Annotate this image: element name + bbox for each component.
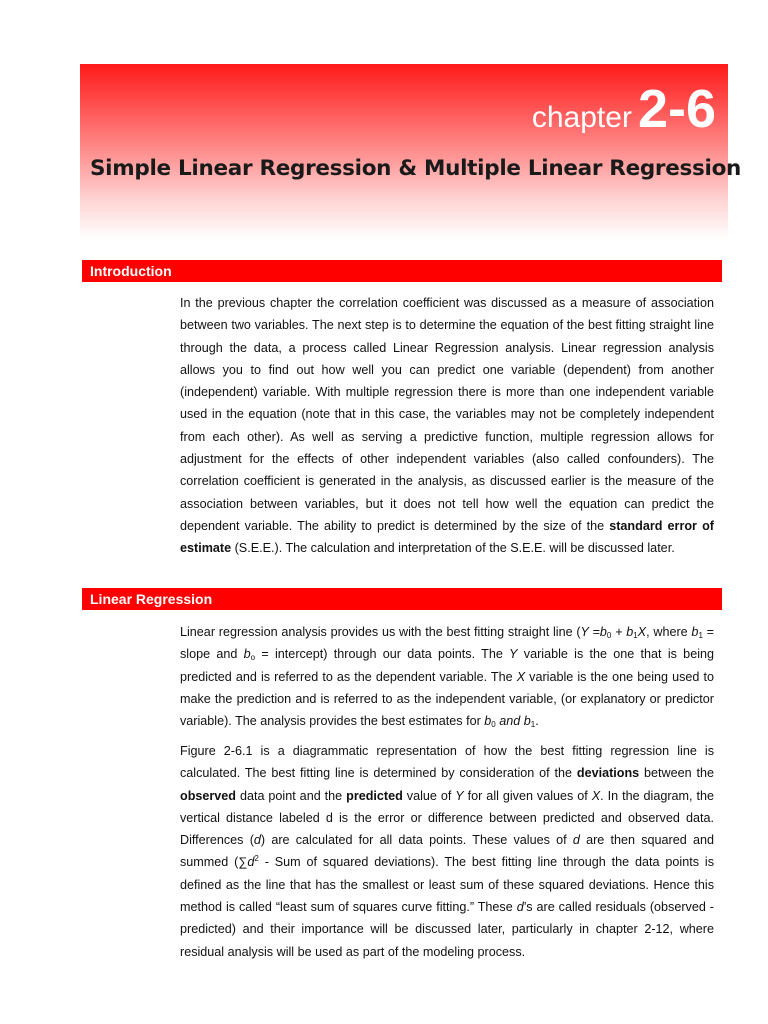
text-run: deviations bbox=[576, 766, 640, 781]
text-run: between the bbox=[639, 766, 714, 781]
text-run: for all given values of bbox=[463, 788, 592, 803]
text-run: 1 bbox=[633, 631, 638, 640]
text-run: predicted bbox=[346, 788, 403, 803]
chapter-label bbox=[532, 78, 716, 140]
text-run: In the previous chapter the correlation coefficient was discussed as a measure of association between two variables. The next step is to determine the equation of the best fitting straight line through the data, a process called Linear Regression analysis. Linear regression analysis allows you to find out how well you can predict one variable (dependent) from another (independent) variable. With multiple regression there is more than one independent variable used in the equation (note that in this case, the variables may not be completely independent from each other). As well as serving a predictive function, multiple regression allows for adjustment for the effects of other independent variables (also called confounders). The correlation coefficient is generated in the analysis, as discussed earlier is the measure of the association between variables, but it does not tell how well the equation can predict the dependent variable. The ability to predict is determined by the size of the bbox=[180, 296, 714, 533]
text-run: variable is the one being used to make the prediction and is referred to as the independent variable, (or explanatory or predictor variable). The analysis provides the best estimates for bbox=[180, 669, 714, 729]
text-run: X bbox=[591, 788, 601, 803]
text-run: 1 bbox=[530, 720, 536, 730]
text-run: Figure 2-6.1 is a diagrammatic representation of how the best fitting regression line is calculated. The best fitting line is determined by consideration of the bbox=[180, 744, 714, 781]
text-run: and b bbox=[495, 714, 531, 729]
text-run: Y bbox=[455, 788, 464, 803]
text-run: data point and the bbox=[236, 788, 347, 803]
text-run: b bbox=[243, 647, 251, 662]
text-run: X bbox=[637, 625, 647, 639]
text-run: (S.E.E.). The calculation and interpretation of the S.E.E. will be discussed later. bbox=[231, 541, 675, 556]
text-run: d bbox=[253, 833, 261, 848]
text-run: Y bbox=[509, 647, 518, 662]
paragraph bbox=[180, 740, 714, 963]
text-run: = intercept) through our data points. The bbox=[255, 647, 510, 662]
text-run: 2 bbox=[254, 854, 259, 864]
text-run: o bbox=[250, 653, 256, 663]
text-run: are then squared and summed (∑ bbox=[180, 833, 714, 870]
text-run: - Sum of squared deviations). The best fitting line through the data points is defined as the line that has the smallest or least sum of these squared deviations. Hence this method is called “least sum of squares curve fitting.” These bbox=[180, 855, 714, 915]
text-run: ) are calculated for all data points. These values of bbox=[260, 833, 573, 848]
text-run: . In the diagram, the vertical distance labeled d is the error or difference between predicted and observed data. Differences ( bbox=[180, 788, 714, 848]
document-title: Simple Linear Regression & Multiple Linear Regression bbox=[90, 156, 742, 181]
text-run: Linear regression analysis provides us with the best fitting straight line ( bbox=[180, 625, 581, 639]
text-run: 0 bbox=[606, 631, 612, 640]
section-heading-linear-regression bbox=[82, 588, 722, 610]
text-run: value of bbox=[402, 788, 456, 803]
text-run: . bbox=[535, 714, 539, 729]
text-run: X bbox=[516, 669, 526, 684]
text-run: ’s are called residuals (observed - predicted) and their importance will be discussed later, particularly in chapter 2-12, where residual analysis will be used as part of the modeling process. bbox=[180, 900, 714, 959]
text-run: 1 bbox=[698, 631, 703, 640]
text-run: + b bbox=[611, 625, 634, 639]
text-run: d bbox=[247, 855, 255, 870]
chapter-header-banner bbox=[80, 64, 742, 239]
text-run: , where bbox=[646, 625, 692, 639]
section-heading-introduction bbox=[82, 260, 722, 282]
section-heading-text: Introduction bbox=[90, 263, 172, 279]
chapter-word: chapter bbox=[531, 101, 632, 134]
paragraph bbox=[180, 621, 714, 732]
text-run: standard error of estimate bbox=[180, 518, 714, 556]
section-heading-text: Linear Regression bbox=[90, 591, 213, 607]
paragraph bbox=[180, 292, 714, 560]
text-run: b bbox=[691, 625, 699, 639]
text-run: Y =b bbox=[580, 625, 607, 639]
text-run: 0 bbox=[491, 720, 496, 730]
text-run: = slope and bbox=[180, 625, 715, 662]
text-run: d bbox=[572, 833, 580, 848]
text-run: d bbox=[516, 900, 524, 915]
text-run: observed bbox=[180, 788, 236, 803]
text-run: variable is the one that is being predicted and is referred to as the dependent variable. The bbox=[180, 647, 714, 684]
chapter-number: 2-6 bbox=[637, 79, 716, 139]
text-run: b bbox=[484, 714, 492, 729]
